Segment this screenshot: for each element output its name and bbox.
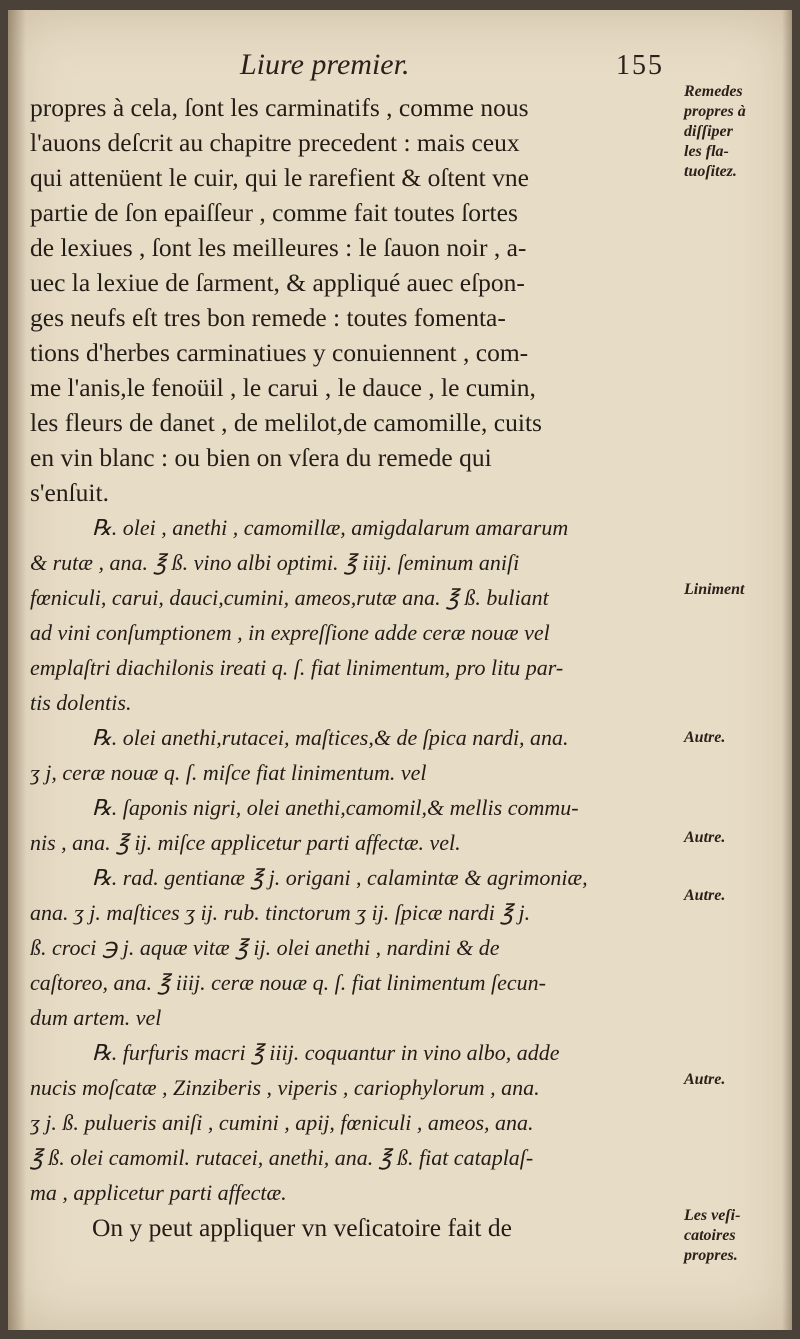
text-line: propres à cela, ſont les carminatifs , comme nous bbox=[30, 93, 529, 122]
text-line: ana. ʒ j. maſtices ʒ ij. rub. tinctorum ʒ ij. ſpicæ nardi ℥ j. bbox=[30, 900, 531, 925]
margin-note-autre-3 bbox=[684, 886, 792, 906]
page-number: 155 bbox=[616, 50, 664, 81]
text-line: en vin blanc : ou bien on vſera du remede qui bbox=[30, 443, 492, 472]
text-line: dum artem. vel bbox=[30, 1005, 162, 1030]
book-page bbox=[8, 10, 792, 1330]
text-line: de lexiues , ſont les meilleures : le ſauon noir , a- bbox=[30, 233, 527, 262]
margin-note-line: propres. bbox=[684, 1247, 738, 1264]
text-line: me l'anis,le fenoüil , le carui , le dauce , le cumin, bbox=[30, 373, 536, 402]
text-line: nis , ana. ℥ ij. miſce applicetur parti affectæ. vel. bbox=[30, 830, 461, 855]
text-line: ges neufs eſt tres bon remede : toutes fomenta- bbox=[30, 303, 506, 332]
margin-note-line: Liniment bbox=[684, 581, 745, 598]
text-line: tis dolentis. bbox=[30, 690, 132, 715]
margin-note-remedes bbox=[684, 82, 792, 182]
text-line: ma , applicetur parti affectæ. bbox=[30, 1180, 287, 1205]
margin-note-line: Autre. bbox=[684, 1071, 726, 1088]
text-line: caſtoreo, ana. ℥ iiij. ceræ nouæ q. ſ. fiat linimentum ſecun- bbox=[30, 970, 547, 995]
margin-note-line: Remedes bbox=[684, 83, 743, 100]
margin-note-line: diſſiper bbox=[684, 123, 733, 140]
text-line: qui attenüent le cuir, qui le rarefient & oſtent vne bbox=[30, 163, 529, 192]
margin-note-line: propres à bbox=[684, 103, 746, 120]
margin-note-liniment bbox=[684, 580, 792, 600]
text-line: ℥ ß. olei camomil. rutacei, anethi, ana. ℥ ß. fiat cataplaſ- bbox=[30, 1145, 534, 1170]
text-line: tions d'herbes carminatiues y conuiennent , com- bbox=[30, 338, 529, 367]
margin-note-line: les fla- bbox=[684, 143, 729, 160]
text-line: ℞. furfuris macri ℥ iiij. coquantur in vino albo, adde bbox=[92, 1040, 560, 1065]
text-line: uec la lexiue de ſarment, & appliqué auec eſpon- bbox=[30, 268, 525, 297]
text-line: ʒ j, ceræ nouæ q. ſ. miſce fiat linimentum. vel bbox=[30, 760, 427, 785]
margin-note-autre-4 bbox=[684, 1070, 792, 1090]
text-line: s'enſuit. bbox=[30, 478, 109, 507]
text-line: ℞. olei , anethi , camomillæ, amigdalarum amararum bbox=[92, 515, 569, 540]
text-line: On y peut appliquer vn veſicatoire fait de bbox=[92, 1213, 512, 1242]
margin-note-autre-1 bbox=[684, 728, 792, 748]
margin-note-line: Autre. bbox=[684, 887, 726, 904]
text-line: nucis moſcatæ , Zinziberis , viperis , cariophylorum , ana. bbox=[30, 1075, 540, 1100]
page-gutter-shadow bbox=[8, 10, 26, 1330]
margin-note-line: catoires bbox=[684, 1227, 736, 1244]
margin-note-vesicatoires bbox=[684, 1206, 792, 1266]
main-text bbox=[30, 90, 680, 1245]
text-line: ʒ j. ß. pulueris aniſi , cumini , apij, fœniculi , ameos, ana. bbox=[30, 1110, 534, 1135]
text-line: ℞. rad. gentianæ ℥ j. origani , calamintæ & agrimoniæ, bbox=[92, 865, 588, 890]
margin-note-line: Autre. bbox=[684, 829, 726, 846]
text-line: ℞. ſaponis nigri, olei anethi,camomil,& mellis commu- bbox=[92, 795, 579, 820]
margin-note-line: Les veſi- bbox=[684, 1207, 741, 1224]
text-line: l'auons deſcrit au chapitre precedent : mais ceux bbox=[30, 128, 520, 157]
text-line: emplaſtri diachilonis ireati q. ſ. fiat linimentum, pro litu par- bbox=[30, 655, 564, 680]
text-line: ℞. olei anethi,rutacei, maſtices,& de ſpica nardi, ana. bbox=[92, 725, 569, 750]
running-header bbox=[8, 48, 792, 88]
text-line: les fleurs de danet , de melilot,de camomille, cuits bbox=[30, 408, 542, 437]
text-line: ß. croci ℈ j. aquæ vitæ ℥ ij. olei anethi , nardini & de bbox=[30, 935, 500, 960]
margin-note-line: Autre. bbox=[684, 729, 726, 746]
page-edge-shadow bbox=[782, 10, 792, 1330]
running-title: Liure premier. bbox=[240, 48, 410, 81]
margin-note-line: tuoſitez. bbox=[684, 163, 737, 180]
margin-note-autre-2 bbox=[684, 828, 792, 848]
text-line: & rutæ , ana. ℥ ß. vino albi optimi. ℥ iiij. ſeminum aniſi bbox=[30, 550, 520, 575]
text-line: ad vini conſumptionem , in expreſſione adde ceræ nouæ vel bbox=[30, 620, 550, 645]
text-line: fœniculi, carui, dauci,cumini, ameos,rutæ ana. ℥ ß. buliant bbox=[30, 585, 549, 610]
text-line: partie de ſon epaiſſeur , comme fait toutes ſortes bbox=[30, 198, 518, 227]
